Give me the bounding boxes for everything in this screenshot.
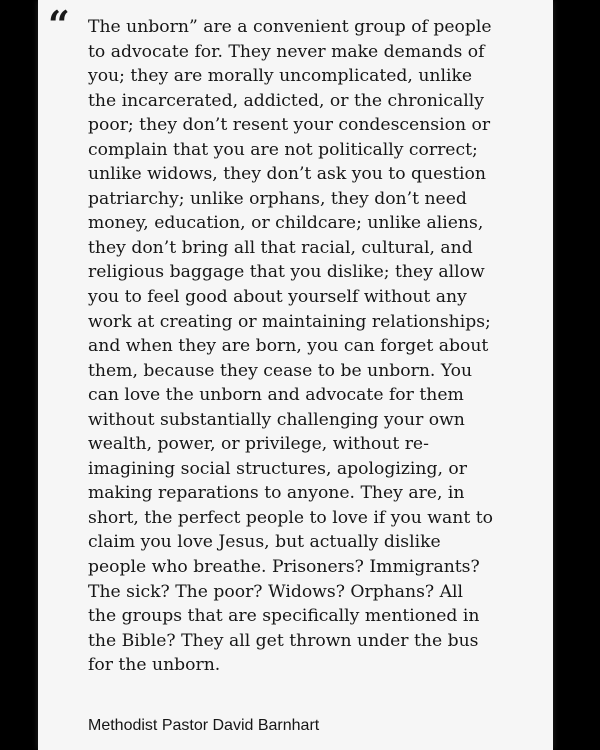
quote-line: claim you love Jesus, but actually dislike <box>88 532 441 553</box>
quote-line: you; they are morally uncomplicated, unlike <box>88 66 473 87</box>
quote-line: and when they are born, you can forget about <box>88 336 489 357</box>
quote-text <box>88 15 558 678</box>
quote-line: for the unborn. <box>88 655 221 676</box>
open-quote-mark: “ <box>48 2 70 47</box>
quote-card <box>38 0 553 750</box>
quote-line: imagining social structures, apologizing, or <box>88 458 467 479</box>
quote-line: the Bible? They all get thrown under the bus <box>88 630 479 651</box>
quote-line: poor; they don’t resent your condescension or <box>88 115 491 136</box>
quote-line: making reparations to anyone. They are, in <box>88 483 465 504</box>
quote-line: religious baggage that you dislike; they allow <box>88 262 485 283</box>
quote-line: complain that you are not politically correct; <box>88 139 478 160</box>
quote-line: they don’t bring all that racial, cultural, and <box>88 237 473 258</box>
quote-line: without substantially challenging your own <box>88 409 465 430</box>
quote-line: the groups that are specifically mentioned in <box>88 606 480 627</box>
quote-line: them, because they cease to be unborn. You <box>88 360 473 381</box>
quote-line: unlike widows, they don’t ask you to question <box>88 164 486 185</box>
quote-line: to advocate for. They never make demands of <box>88 41 485 62</box>
quote-line: short, the perfect people to love if you want to <box>88 507 493 528</box>
quote-line: can love the unborn and advocate for them <box>88 385 464 406</box>
quote-line: The sick? The poor? Widows? Orphans? All <box>88 581 463 602</box>
quote-line: The unborn” are a convenient group of people <box>88 17 492 37</box>
quote-line: patriarchy; unlike orphans, they don’t need <box>88 188 467 209</box>
quote-line: you to feel good about yourself without any <box>88 287 467 308</box>
quote-line: people who breathe. Prisoners? Immigrants? <box>88 557 480 578</box>
quote-line: the incarcerated, addicted, or the chronically <box>88 90 484 111</box>
quote-line: work at creating or maintaining relationships; <box>88 311 491 332</box>
quote-line: money, education, or childcare; unlike aliens, <box>88 213 484 234</box>
quote-line: wealth, power, or privilege, without re- <box>88 434 429 455</box>
attribution: Methodist Pastor David Barnhart <box>88 717 320 734</box>
